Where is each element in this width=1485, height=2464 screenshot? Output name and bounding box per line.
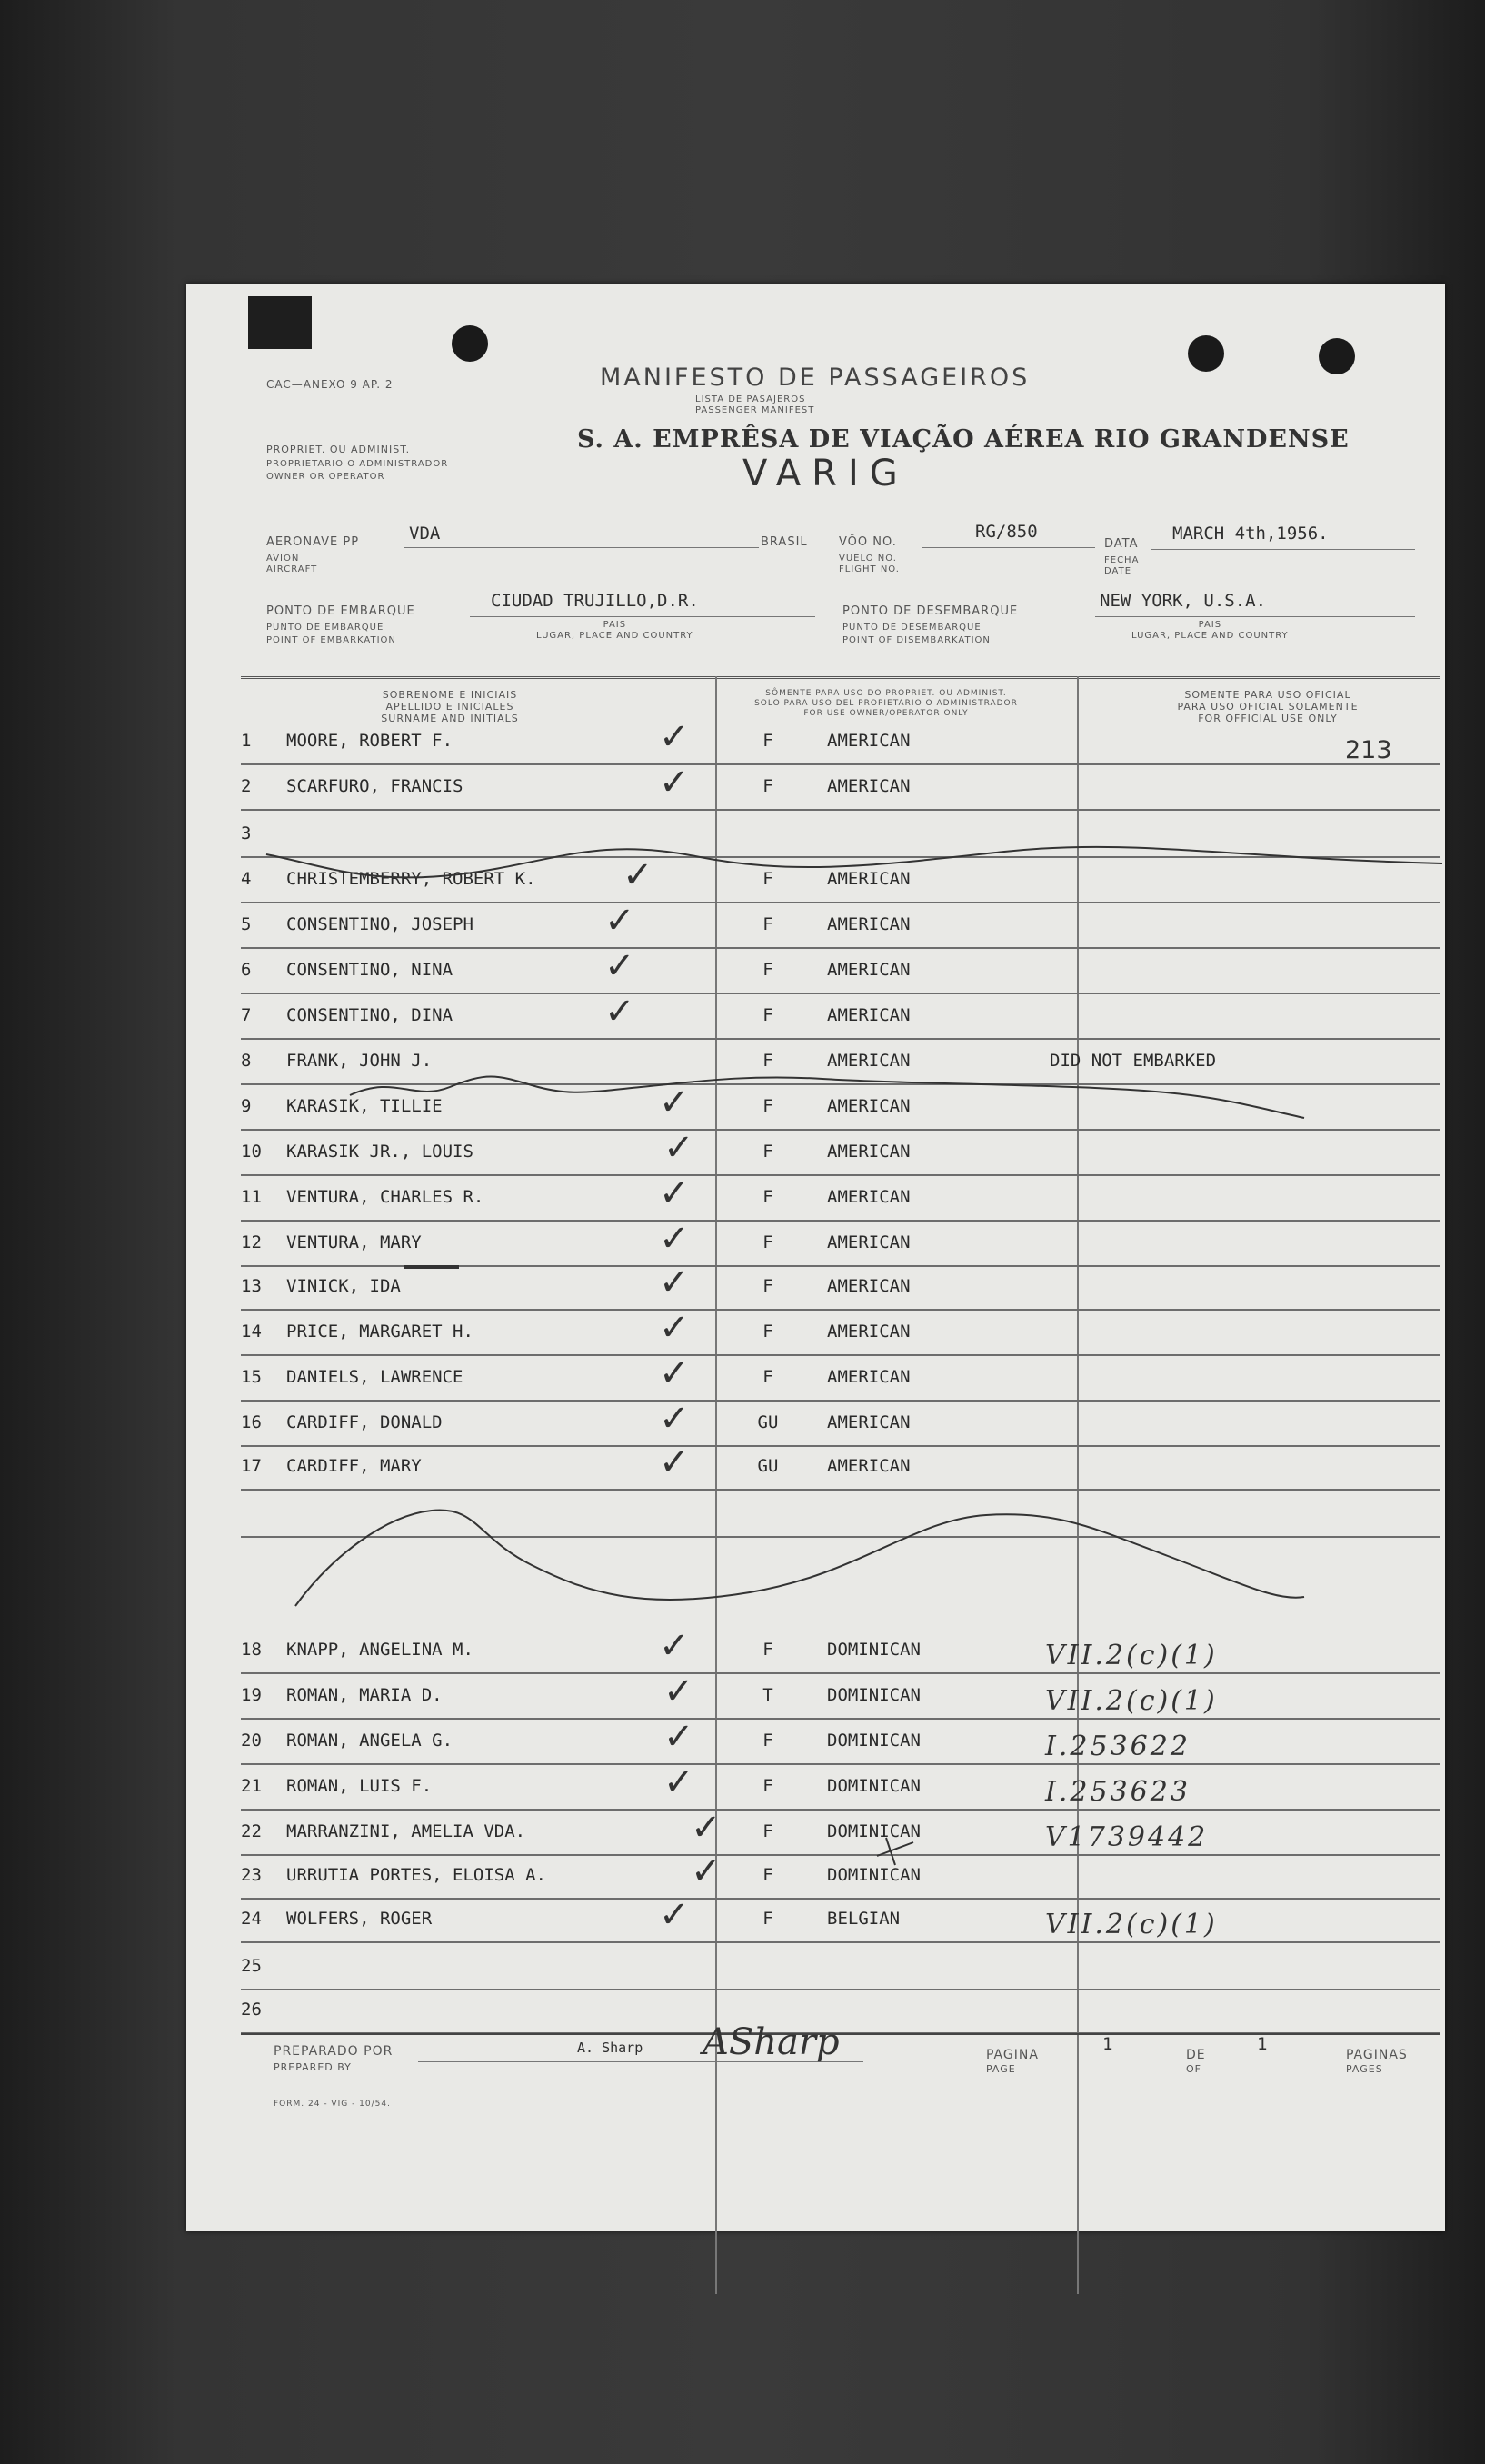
nationality: AMERICAN xyxy=(827,869,911,889)
official-note: I.253622 xyxy=(1045,1731,1191,1762)
manifest-sheet xyxy=(186,284,1445,2231)
passenger-name: MARRANZINI, AMELIA VDA. xyxy=(286,1821,526,1841)
row-number: 25 xyxy=(241,1956,262,1976)
official-note: V1739442 xyxy=(1045,1821,1209,1853)
row-number: 20 xyxy=(241,1731,262,1751)
passenger-name: ROMAN, LUIS F. xyxy=(286,1776,433,1796)
pagina-label: PAGINA xyxy=(986,2048,1039,2062)
nationality: DOMINICAN xyxy=(827,1640,921,1660)
status-note: DID NOT EMBARKED xyxy=(1050,1051,1217,1071)
company-name: S. A. EMPRÊSA DE VIAÇÃO AÉREA RIO GRANDENSE xyxy=(577,425,1350,454)
check-mark: ✓ xyxy=(659,762,690,803)
nationality: AMERICAN xyxy=(827,1276,911,1296)
date-label-es: FECHA xyxy=(1104,555,1140,565)
form-code: CAC—ANEXO 9 AP. 2 xyxy=(266,378,394,391)
check-mark: ✓ xyxy=(659,1625,690,1667)
owner-label: PROPRIET. OU ADMINIST. xyxy=(266,444,411,455)
nationality: BELGIAN xyxy=(827,1909,901,1929)
official-note: VII.2(c)(1) xyxy=(1045,1685,1218,1717)
flight-label-en: FLIGHT NO. xyxy=(839,564,900,574)
row-number: 12 xyxy=(241,1232,262,1252)
class-code: F xyxy=(762,1909,773,1929)
passenger-name: FRANK, JOHN J. xyxy=(286,1051,433,1071)
nationality: DOMINICAN xyxy=(827,1821,921,1841)
manifest-title-en: PASSENGER MANIFEST xyxy=(695,405,815,415)
row-number: 24 xyxy=(241,1909,262,1929)
check-mark: ✓ xyxy=(663,1716,694,1758)
row-number: 2 xyxy=(241,776,252,796)
class-code: GU xyxy=(757,1456,779,1476)
row3-strike xyxy=(266,847,1442,878)
passenger-name: URRUTIA PORTES, ELOISA A. xyxy=(286,1865,546,1885)
nationality: AMERICAN xyxy=(827,1232,911,1252)
passenger-name: DANIELS, LAWRENCE xyxy=(286,1367,463,1387)
check-mark: ✓ xyxy=(691,1807,722,1849)
nationality: AMERICAN xyxy=(827,1322,911,1342)
class-code: F xyxy=(762,869,773,889)
class-code: F xyxy=(762,1142,773,1162)
check-mark: ✓ xyxy=(691,1850,722,1892)
disembark-value: NEW YORK, U.S.A. xyxy=(1100,591,1267,611)
class-code: GU xyxy=(757,1412,779,1432)
check-mark: ✓ xyxy=(623,854,653,896)
class-code: F xyxy=(762,1051,773,1071)
flight-value: RG/850 xyxy=(975,522,1038,542)
paginas-label: PAGINAS xyxy=(1346,2048,1408,2062)
passenger-name: ROMAN, MARIA D. xyxy=(286,1685,443,1705)
de-label: DE xyxy=(1186,2048,1206,2062)
passenger-name: WOLFERS, ROGER xyxy=(286,1909,433,1929)
passenger-name: VENTURA, CHARLES R. xyxy=(286,1187,484,1207)
nationality: DOMINICAN xyxy=(827,1865,921,1885)
row-number: 19 xyxy=(241,1685,262,1705)
of-label: OF xyxy=(1186,2063,1201,2075)
nationality: DOMINICAN xyxy=(827,1731,921,1751)
date-label: DATA xyxy=(1104,537,1139,551)
class-code: F xyxy=(762,1322,773,1342)
class-code: F xyxy=(762,1731,773,1751)
official-note: VII.2(c)(1) xyxy=(1045,1909,1218,1940)
nationality: AMERICAN xyxy=(827,1187,911,1207)
embark-label: PONTO DE EMBARQUE xyxy=(266,604,415,618)
passenger-name: CONSENTINO, JOSEPH xyxy=(286,914,473,934)
class-code: F xyxy=(762,1367,773,1387)
nationality: AMERICAN xyxy=(827,1005,911,1025)
row-number: 18 xyxy=(241,1640,262,1660)
class-code: F xyxy=(762,1096,773,1116)
row-number: 16 xyxy=(241,1412,262,1432)
class-code: F xyxy=(762,914,773,934)
row-number: 17 xyxy=(241,1456,262,1476)
check-mark: ✓ xyxy=(663,1671,694,1712)
passenger-name: ROMAN, ANGELA G. xyxy=(286,1731,453,1751)
ink-marks xyxy=(186,284,1445,2231)
nationality: AMERICAN xyxy=(827,1412,911,1432)
nationality: AMERICAN xyxy=(827,1051,911,1071)
col-surname-header: SOBRENOME E INICIAIS APELLIDO E INICIALES SURNAME AND INITIALS xyxy=(381,689,519,724)
prepared-label: PREPARADO POR xyxy=(274,2044,394,2059)
class-code: F xyxy=(762,1821,773,1841)
nationality: AMERICAN xyxy=(827,1456,911,1476)
check-mark: ✓ xyxy=(659,1262,690,1303)
row-number: 14 xyxy=(241,1322,262,1342)
class-code: F xyxy=(762,1776,773,1796)
nationality: AMERICAN xyxy=(827,1367,911,1387)
manifest-title: MANIFESTO DE PASSAGEIROS xyxy=(600,364,1031,392)
embark-sub: PAIS LUGAR, PLACE AND COUNTRY xyxy=(536,620,693,641)
check-mark: ✓ xyxy=(659,1894,690,1936)
row-number: 11 xyxy=(241,1187,262,1207)
embark-value: CIUDAD TRUJILLO,D.R. xyxy=(491,591,699,611)
row-number: 23 xyxy=(241,1865,262,1885)
row-number: 7 xyxy=(241,1005,252,1025)
passenger-name: KARASIK JR., LOUIS xyxy=(286,1142,473,1162)
pages-label: PAGES xyxy=(1346,2063,1383,2075)
nationality: AMERICAN xyxy=(827,914,911,934)
official-note: I.253623 xyxy=(1045,1776,1191,1808)
stamp-number: 213 xyxy=(1345,736,1392,764)
disembark-label-en: POINT OF DISEMBARKATION xyxy=(842,635,991,645)
class-code: F xyxy=(762,1187,773,1207)
check-mark: ✓ xyxy=(659,1307,690,1349)
class-code: T xyxy=(762,1685,773,1705)
row-number: 10 xyxy=(241,1142,262,1162)
nationality: DOMINICAN xyxy=(827,1776,921,1796)
blank-flourish xyxy=(295,1511,1304,1606)
check-mark: ✓ xyxy=(659,1218,690,1260)
country-brasil: BRASIL xyxy=(761,535,808,549)
class-code: F xyxy=(762,731,773,751)
owner-label-es: PROPRIETARIO O ADMINISTRADOR xyxy=(266,459,449,469)
col-owner-header: SÔMENTE PARA USO DO PROPRIET. OU ADMINIST. SOLO PARA USO DEL PROPIETARIO O ADMINISTRADOR FOR USE OWNER/OPERATOR ONLY xyxy=(754,689,1018,718)
class-code: F xyxy=(762,776,773,796)
row-number: 13 xyxy=(241,1276,262,1296)
embark-label-en: POINT OF EMBARKATION xyxy=(266,635,396,645)
passenger-name: CONSENTINO, DINA xyxy=(286,1005,453,1025)
nationality: AMERICAN xyxy=(827,776,911,796)
flight-label: VÔO NO. xyxy=(839,535,897,549)
row8-strike xyxy=(350,1077,1304,1119)
check-mark: ✓ xyxy=(604,991,635,1032)
manifest-title-es: LISTA DE PASAJEROS xyxy=(695,394,806,404)
passenger-name: CARDIFF, DONALD xyxy=(286,1412,443,1432)
passenger-name: VINICK, IDA xyxy=(286,1276,401,1296)
row-number: 4 xyxy=(241,869,252,889)
nationality: AMERICAN xyxy=(827,1142,911,1162)
passenger-name: KNAPP, ANGELINA M. xyxy=(286,1640,473,1660)
row-number: 5 xyxy=(241,914,252,934)
passenger-name: KARASIK, TILLIE xyxy=(286,1096,443,1116)
embark-label-es: PUNTO DE EMBARQUE xyxy=(266,623,384,633)
check-mark: ✓ xyxy=(604,945,635,987)
nationality: AMERICAN xyxy=(827,960,911,980)
nationality: AMERICAN xyxy=(827,731,911,751)
nationality: AMERICAN xyxy=(827,1096,911,1116)
page-total: 1 xyxy=(1257,2034,1268,2054)
row-number: 15 xyxy=(241,1367,262,1387)
class-code: F xyxy=(762,1276,773,1296)
class-code: F xyxy=(762,1232,773,1252)
check-mark: ✓ xyxy=(659,1172,690,1214)
page-label: PAGE xyxy=(986,2063,1016,2075)
page-number: 1 xyxy=(1102,2034,1113,2054)
check-mark: ✓ xyxy=(659,1398,690,1440)
passenger-name: CARDIFF, MARY xyxy=(286,1456,422,1476)
signature: ASharp xyxy=(703,2021,840,2063)
passenger-name: CONSENTINO, NINA xyxy=(286,960,453,980)
check-mark: ✓ xyxy=(604,900,635,942)
owner-label-en: OWNER OR OPERATOR xyxy=(266,472,385,482)
prepared-label-en: PREPARED BY xyxy=(274,2061,352,2073)
row-number: 3 xyxy=(241,823,252,843)
passenger-name: VENTURA, MARY xyxy=(286,1232,422,1252)
disembark-label-es: PUNTO DE DESEMBARQUE xyxy=(842,623,982,633)
aircraft-label-es: AVION xyxy=(266,554,300,564)
row-number: 21 xyxy=(241,1776,262,1796)
check-mark: ✓ xyxy=(659,716,690,758)
row23-mark xyxy=(877,1838,913,1865)
official-note: VII.2(c)(1) xyxy=(1045,1640,1218,1671)
passenger-name: MOORE, ROBERT F. xyxy=(286,731,453,751)
date-label-en: DATE xyxy=(1104,566,1132,576)
disembark-sub: PAIS LUGAR, PLACE AND COUNTRY xyxy=(1131,620,1289,641)
form-ref: FORM. 24 - VIG - 10/54. xyxy=(274,2100,391,2109)
row-number: 9 xyxy=(241,1096,252,1116)
flight-label-es: VUELO NO. xyxy=(839,554,897,564)
passenger-name: PRICE, MARGARET H. xyxy=(286,1322,473,1342)
passenger-name: SCARFURO, FRANCIS xyxy=(286,776,463,796)
aircraft-label-en: AIRCRAFT xyxy=(266,564,318,574)
col-official-header: SOMENTE PARA USO OFICIAL PARA USO OFICIAL SOLAMENTE FOR OFFICIAL USE ONLY xyxy=(1177,689,1359,724)
check-mark: ✓ xyxy=(659,1441,690,1483)
class-code: F xyxy=(762,1865,773,1885)
aircraft-value: VDA xyxy=(409,524,441,544)
disembark-label: PONTO DE DESEMBARQUE xyxy=(842,604,1019,618)
row-number: 1 xyxy=(241,731,252,751)
row-number: 22 xyxy=(241,1821,262,1841)
date-value: MARCH 4th,1956. xyxy=(1172,524,1329,544)
nationality: DOMINICAN xyxy=(827,1685,921,1705)
brand-varig: VARIG xyxy=(742,453,909,494)
aircraft-label: AERONAVE PP xyxy=(266,535,360,549)
class-code: F xyxy=(762,1640,773,1660)
check-mark: ✓ xyxy=(663,1761,694,1803)
check-mark: ✓ xyxy=(659,1352,690,1394)
class-code: F xyxy=(762,1005,773,1025)
row-number: 26 xyxy=(241,2000,262,2020)
row-number: 8 xyxy=(241,1051,252,1071)
check-mark: ✓ xyxy=(663,1127,694,1169)
row-number: 6 xyxy=(241,960,252,980)
check-mark: ✓ xyxy=(659,1082,690,1123)
prepared-value: A. Sharp xyxy=(577,2040,643,2056)
passenger-name: CHRISTEMBERRY, ROBERT K. xyxy=(286,869,536,889)
class-code: F xyxy=(762,960,773,980)
